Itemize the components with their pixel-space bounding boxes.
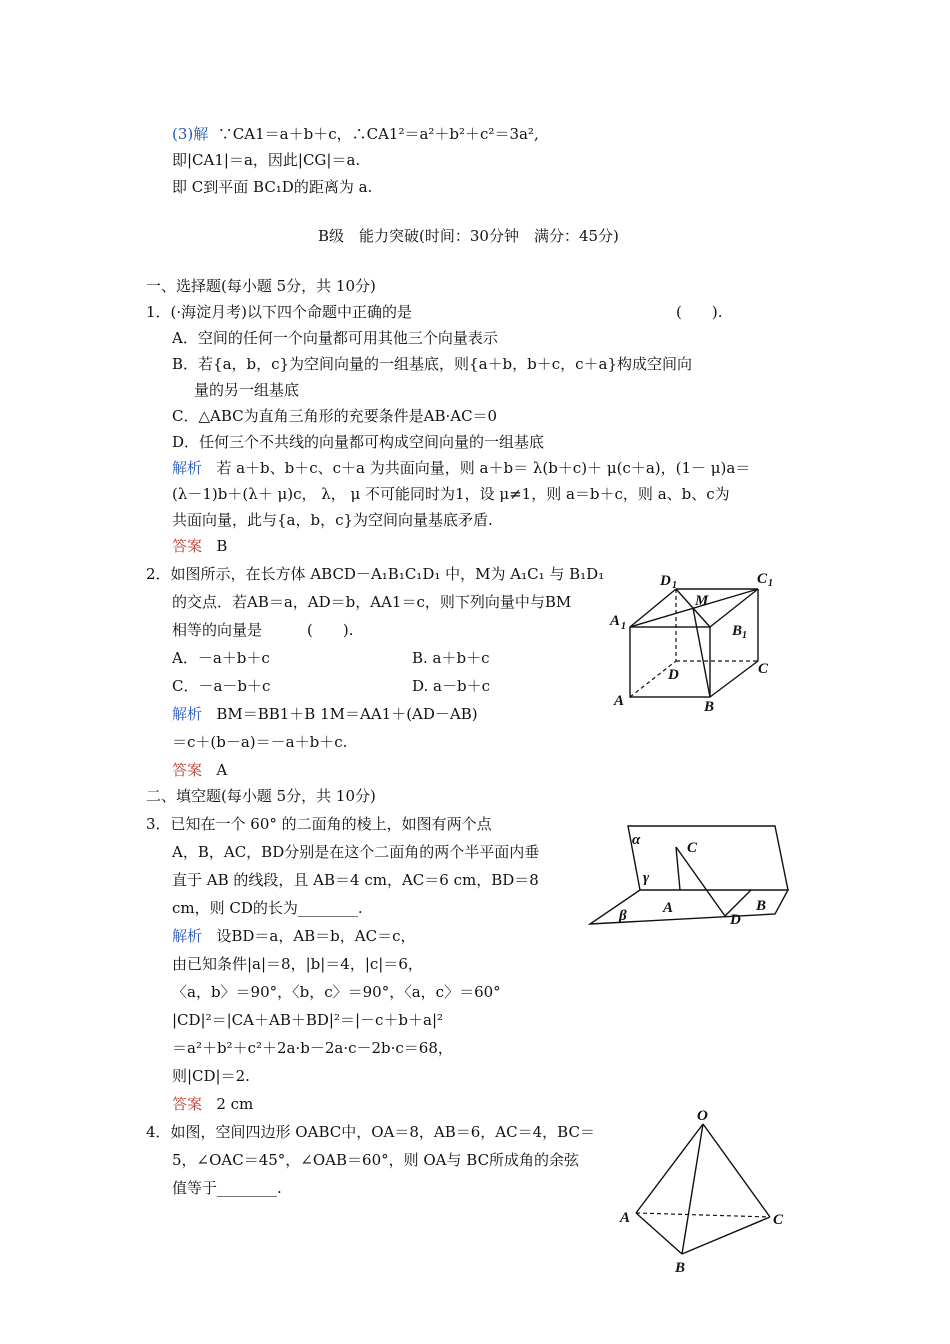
q2-stem1: 2．如图所示，在长方体 ABCD－A₁B₁C₁D₁ 中，M为 A₁C₁ 与 B₁D₁ bbox=[146, 565, 605, 583]
q1-option-b: B．若{a，b，c}为空间向量的一组基底，则{a＋b，b＋c，c＋a}构成空间向 bbox=[172, 355, 693, 373]
q2-option-a: A．－a＋b＋c bbox=[172, 649, 270, 667]
q3-analysis-line1 bbox=[172, 926, 416, 946]
q3-analysis-line4: |CD|²＝|CA＋AB＋BD|²＝|－c＋b＋a|² bbox=[172, 1011, 444, 1029]
label-b: B bbox=[675, 1260, 686, 1276]
label-gamma: γ bbox=[643, 870, 650, 886]
q1-answer-value: B bbox=[216, 537, 228, 555]
q3-analysis-text1: 设BD＝a，AB＝b，AC＝c， bbox=[216, 927, 416, 945]
q3-answer-value: 2 cm bbox=[216, 1095, 254, 1113]
q2-analysis-line1 bbox=[172, 704, 478, 724]
q3-stem3: 直于 AB 的线段，且 AB＝4 cm，AC＝6 cm，BD＝8 bbox=[172, 871, 539, 889]
part1-heading: 一、选择题(每小题 5分，共 10分) bbox=[146, 277, 376, 295]
q3-answer bbox=[172, 1094, 253, 1114]
q1-analysis-line2: (λ－1)b＋(λ＋ μ)c， λ， μ 不可能同时为1，设 μ≠1，则 a＝b＋c，则 a、b、c为 bbox=[172, 485, 730, 503]
dihedral-figure bbox=[585, 820, 795, 935]
sec3-text1: ∵CA1＝a＋b＋c，∴CA1²＝a²＋b²＋c²＝3a², bbox=[217, 125, 539, 143]
q1-option-d: D．任何三个不共线的向量都可构成空间向量的一组基底 bbox=[172, 433, 545, 451]
q1-analysis-line1 bbox=[172, 458, 750, 478]
label-m: M bbox=[695, 593, 709, 609]
label-alpha: α bbox=[632, 832, 641, 848]
sec3-line1 bbox=[172, 124, 539, 144]
label-d1-sub: 1 bbox=[672, 580, 677, 591]
q1-blank: ( ). bbox=[676, 303, 723, 321]
label-b1: B bbox=[732, 623, 743, 639]
label-c: C bbox=[773, 1212, 784, 1228]
answer-label: 答案 bbox=[172, 761, 203, 779]
q2-stem2: 的交点．若AB＝a，AD＝b，AA1＝c，则下列向量中与BM bbox=[172, 593, 572, 611]
q2-option-c: C．－a－b＋c bbox=[172, 677, 271, 695]
label-c1-sub: 1 bbox=[768, 578, 773, 589]
analysis-label: 解析 bbox=[172, 459, 203, 477]
label-c: C bbox=[687, 840, 698, 856]
q1-option-a: A．空间的任何一个向量都可用其他三个向量表示 bbox=[172, 329, 498, 347]
cuboid-figure bbox=[600, 565, 790, 715]
q1-option-c: C．△ABC为直角三角形的充要条件是AB·AC＝0 bbox=[172, 407, 498, 425]
q2-option-d: D. a－b＋c bbox=[412, 677, 490, 695]
q2-option-b: B. a＋b＋c bbox=[412, 649, 490, 667]
q4-stem3: 值等于________. bbox=[172, 1179, 282, 1197]
label-b: B bbox=[704, 699, 715, 715]
sec3-line2: 即|CA1|＝a，因此|CG|＝a. bbox=[172, 151, 361, 169]
q3-analysis-line5: ＝a²＋b²＋c²＋2a·b－2a·c－2b·c＝68， bbox=[172, 1039, 453, 1057]
q3-stem1: 3．已知在一个 60° 的二面角的棱上，如图有两个点 bbox=[146, 815, 492, 833]
label-a: A bbox=[620, 1210, 631, 1226]
q2-answer-value: A bbox=[216, 761, 228, 779]
analysis-label: 解析 bbox=[172, 705, 203, 723]
q1-answer bbox=[172, 536, 227, 556]
label-c: C bbox=[758, 661, 769, 677]
label-d1: D bbox=[660, 573, 671, 589]
label-b1-sub: 1 bbox=[742, 630, 747, 641]
q3-analysis-line6: 则|CD|＝2. bbox=[172, 1067, 250, 1085]
label-a1-sub: 1 bbox=[621, 621, 626, 632]
q2-analysis-text1: BM＝BB1＋B 1M＝AA1＋(AD－AB) bbox=[216, 705, 478, 723]
q1-stem: 1．(·海淀月考)以下四个命题中正确的是 bbox=[146, 303, 413, 321]
q3-analysis-line2: 由已知条件|a|＝8，|b|＝4，|c|＝6， bbox=[172, 955, 423, 973]
label-c1: C bbox=[757, 571, 768, 587]
q1-analysis-text1: 若 a＋b、b＋c、c＋a 为共面向量，则 a＋b＝ λ(b＋c)＋ μ(c＋a)，(1－ μ)a＝ bbox=[216, 459, 751, 477]
solution-label: (3)解 bbox=[172, 125, 209, 143]
q2-answer bbox=[172, 760, 227, 780]
part2-heading: 二、填空题(每小题 5分，共 10分) bbox=[146, 787, 376, 805]
q1-analysis-line3: 共面向量，此与{a，b，c}为空间向量基底矛盾. bbox=[172, 511, 493, 529]
q4-stem1: 4．如图，空间四边形 OABC中，OA＝8，AB＝6，AC＝4，BC＝ bbox=[146, 1123, 595, 1141]
analysis-label: 解析 bbox=[172, 927, 203, 945]
answer-label: 答案 bbox=[172, 1095, 203, 1113]
answer-label: 答案 bbox=[172, 537, 203, 555]
label-d: D bbox=[668, 667, 679, 683]
label-o: O bbox=[697, 1108, 708, 1124]
label-b: B bbox=[756, 898, 767, 914]
label-a: A bbox=[614, 693, 625, 709]
label-a: A bbox=[663, 900, 674, 916]
q4-stem2: 5，∠OAC＝45°，∠OAB＝60°，则 OA与 BC所成角的余弦 bbox=[172, 1151, 580, 1169]
q2-stem3: 相等的向量是 ( ). bbox=[172, 621, 354, 639]
label-d: D bbox=[730, 912, 741, 928]
q3-stem2: A，B，AC，BD分别是在这个二面角的两个半平面内垂 bbox=[172, 843, 540, 861]
label-a1: A bbox=[610, 613, 621, 629]
tetrahedron-figure bbox=[610, 1100, 800, 1280]
sec3-line3: 即 C到平面 BC₁D的距离为 a. bbox=[172, 178, 373, 196]
q3-analysis-line3: 〈a，b〉＝90°，〈b，c〉＝90°，〈a，c〉＝60° bbox=[172, 983, 501, 1001]
label-beta: β bbox=[619, 908, 627, 924]
q2-analysis-line2: ＝c＋(b－a)＝－a＋b＋c. bbox=[172, 733, 348, 751]
level-b-title: B级 能力突破(时间：30分钟 满分：45分) bbox=[318, 227, 619, 245]
q1-option-b-cont: 量的另一组基底 bbox=[194, 381, 300, 399]
q3-stem4: cm，则 CD的长为________. bbox=[172, 899, 363, 917]
